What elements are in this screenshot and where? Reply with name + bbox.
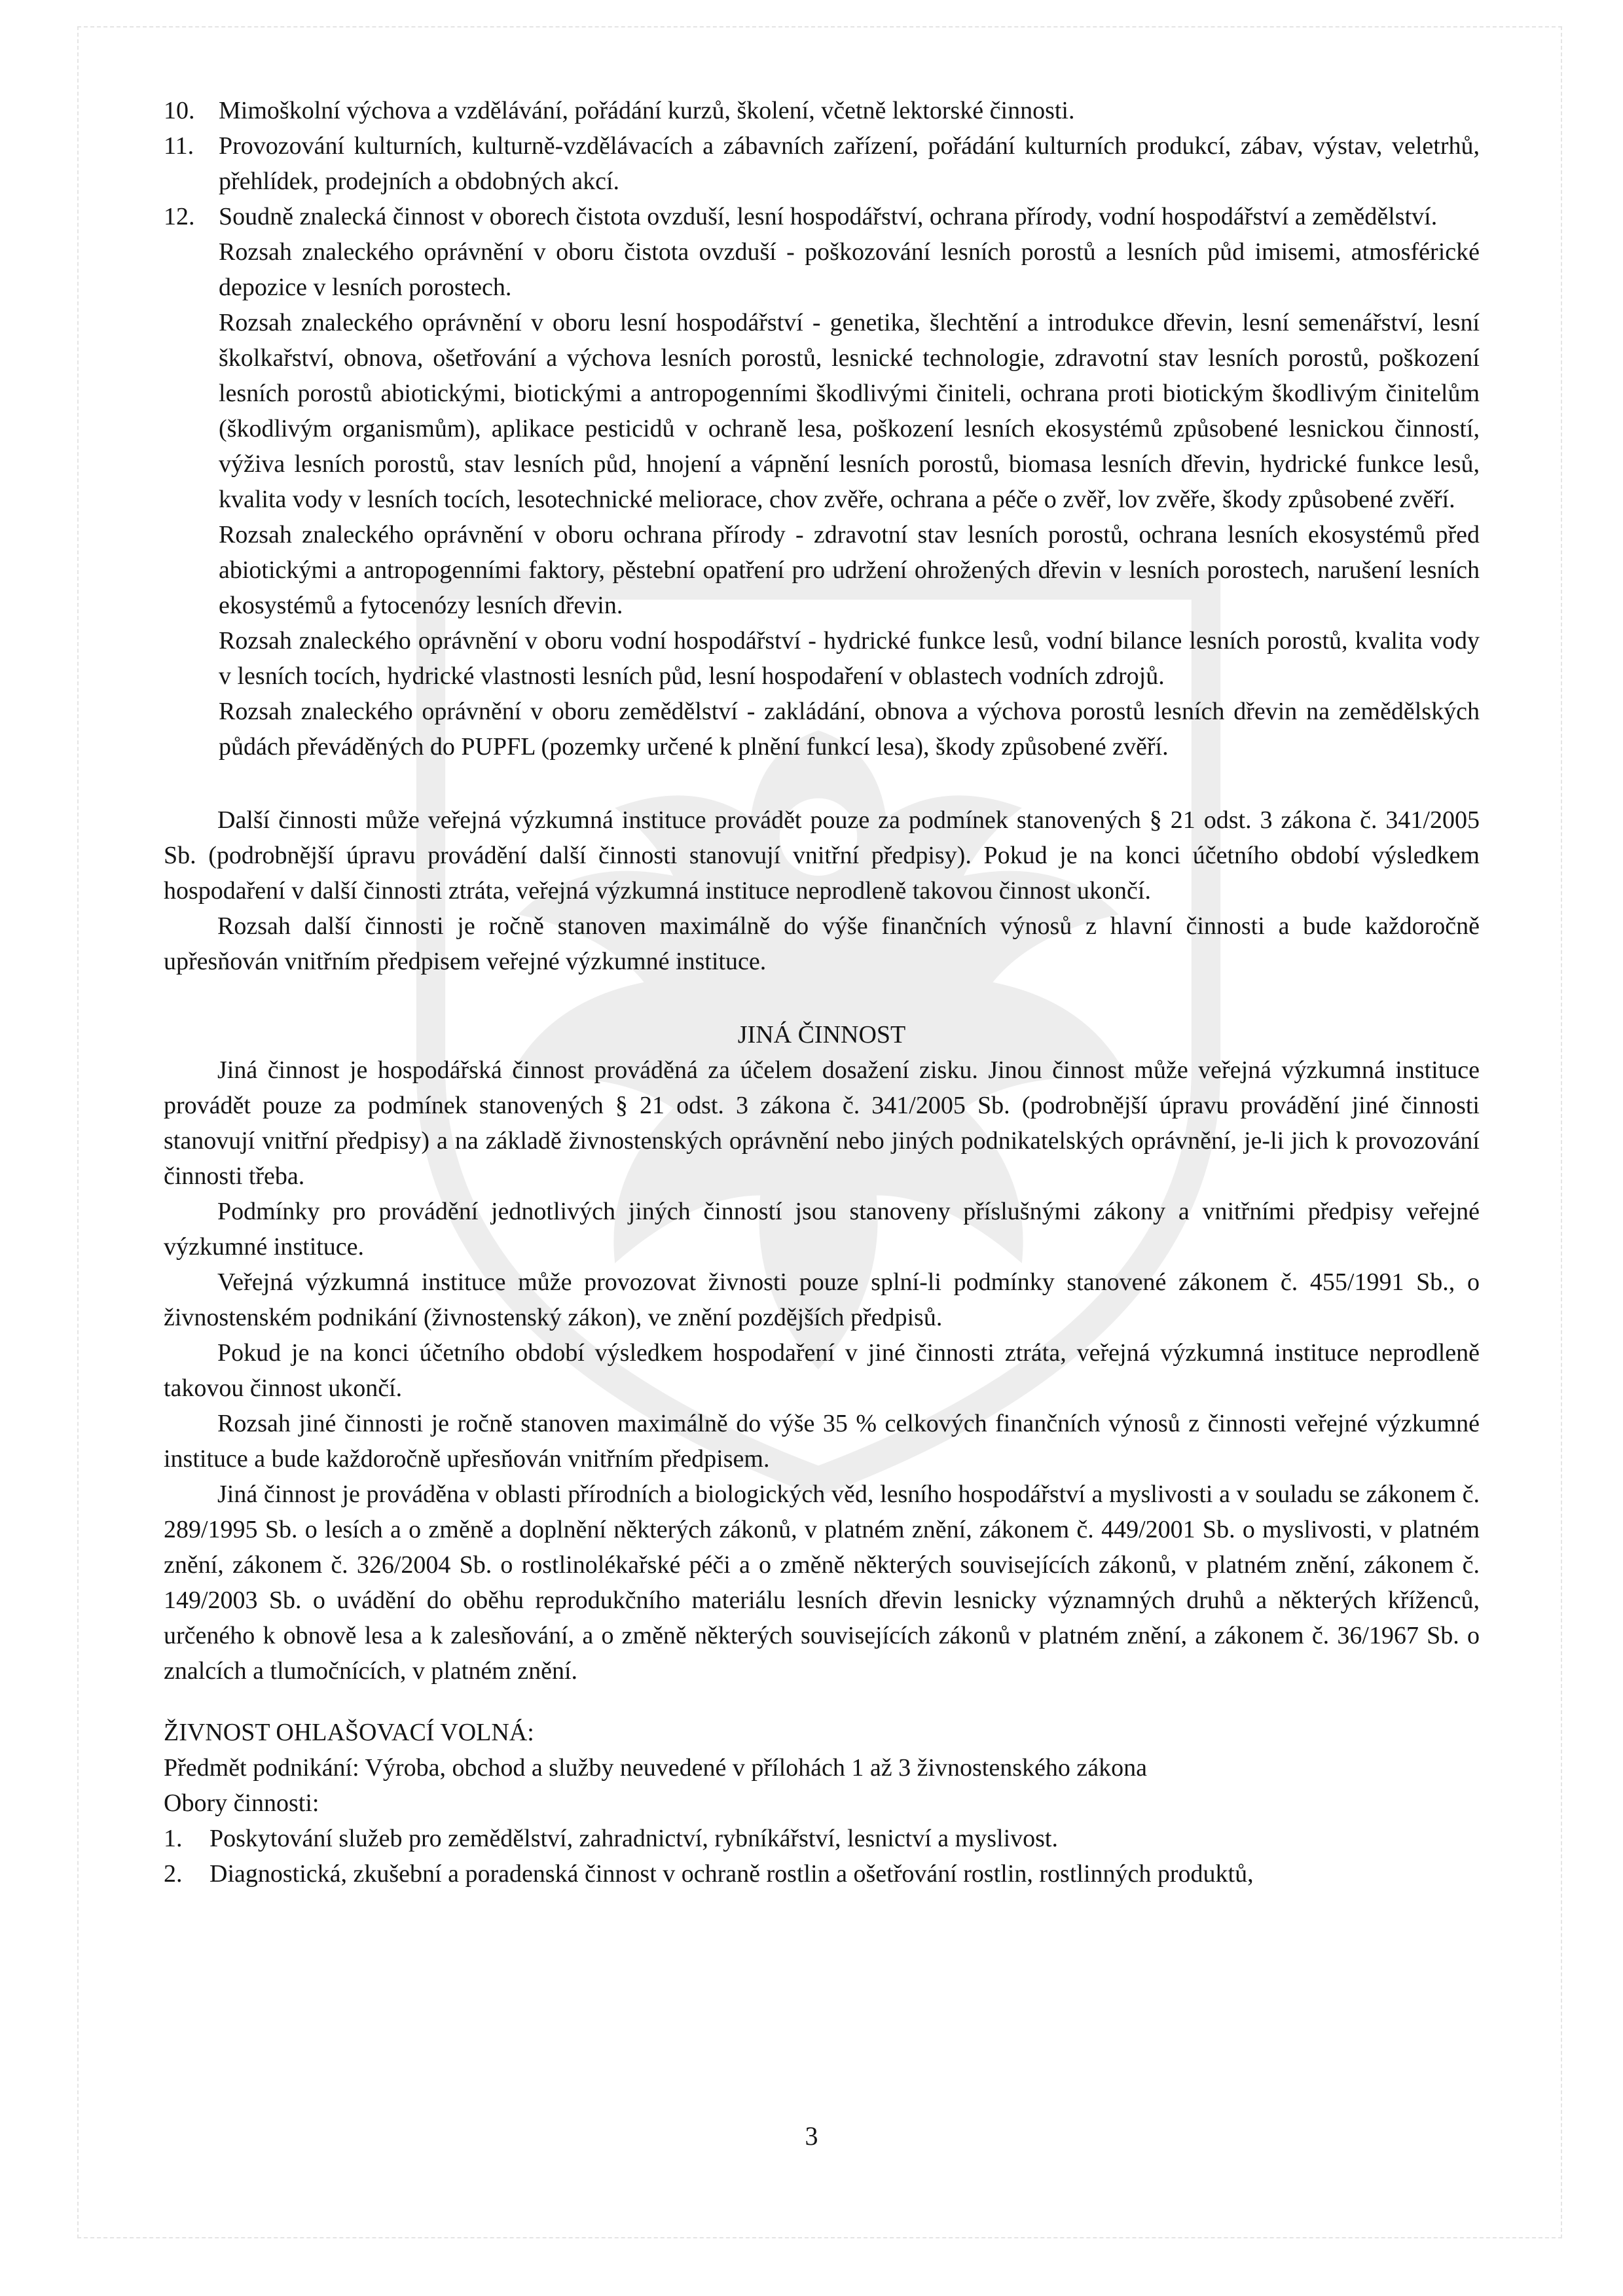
item-number: 2. [164,1860,183,1888]
paragraph: Další činnosti může veřejná výzkumná instituce provádět pouze za podmínek stanovených § 21 odst. 3 zákona č. 341/2005 Sb. (podrobnější úpravu provádění další činnosti stanovují vnitřní předpisy). Pokud je na konci účetního období výsledkem hospodaření v další činnosti ztráta, veřejná výzkumná instituce neprodleně takovou činnost ukončí. [164,806,1480,905]
document-body [164,93,1480,1892]
item-number: 1. [164,1825,183,1852]
list-item [164,1856,1480,1892]
scope-paragraph: Rozsah znaleckého oprávnění v oboru čistota ovzduší - poškozování lesních porostů a lesních půd imisemi, atmosférické depozice v lesních porostech. [219,238,1480,301]
section-heading: ŽIVNOST OHLAŠOVACÍ VOLNÁ: [164,1719,534,1746]
list-item [164,93,1480,128]
section-heading: JINÁ ČINNOST [737,1021,906,1049]
item-number: 12. [164,203,195,230]
paragraph: Jiná činnost je prováděna v oblasti přírodních a biologických věd, lesního hospodářství a myslivosti a v souladu se zákonem č. 289/1995 Sb. o lesích a o změně a doplnění některých zákonů, v platném znění, zákonem č. 449/2001 Sb. o myslivosti, v platném znění, zákonem č. 326/2004 Sb. o rostlinolékařské péči a o změně některých souvisejících zákonů, v platném znění, zákonem č. 149/2003 Sb. o uvádění do oběhu reprodukčního materiálu lesních dřevin lesnicky významných druhů a některých kříženců, určeného k obnově lesa a k zalesňování, a o změně některých souvisejících zákonů v platném znění, a zákonem č. 36/1967 Sb. o znalcích a tlumočnících, v platném znění. [164,1480,1480,1685]
item-number: 10. [164,97,195,124]
paragraph: Rozsah jiné činnosti je ročně stanoven maximálně do výše 35 % celkových finančních výnosů z činnosti veřejné výzkumné instituce a bude každoročně upřesňován vnitřním předpisem. [164,1410,1480,1473]
scope-paragraph: Rozsah znaleckého oprávnění v oboru zemědělství - zakládání, obnova a výchova porostů lesních dřevin na zemědělských půdách převáděných do PUPFL (pozemky určené k plnění funkcí lesa), škody způsobené zvěří. [219,698,1480,761]
paragraph: Pokud je na konci účetního období výsledkem hospodaření v jiné činnosti ztráta, veřejná výzkumná instituce neprodleně takovou činnost ukončí. [164,1339,1480,1402]
paragraph: Rozsah další činnosti je ročně stanoven maximálně do výše finančních výnosů z hlavní činnosti a bude každoročně upřesňován vnitřním předpisem veřejné výzkumné instituce. [164,912,1480,975]
item-number: 11. [164,132,194,160]
scope-paragraph: Rozsah znaleckého oprávnění v oboru ochrana přírody - zdravotní stav lesních porostů, ochrana lesních ekosystémů před abiotickými a antropogenními faktory, pěstební opatření pro udržení ohrožených dřevin v lesních porostech, narušení lesních ekosystémů a fytocenózy lesních dřevin. [219,521,1480,619]
list-item [164,199,1480,234]
item-text: Provozování kulturních, kulturně-vzdělávacích a zábavních zařízení, pořádání kulturních produkcí, zábav, výstav, veletrhů, přehlídek, prodejních a obdobných akcí. [219,132,1480,195]
subject-line: Předmět podnikání: Výroba, obchod a služby neuvedené v přílohách 1 až 3 živnostenského zákona [164,1754,1147,1782]
scope-paragraph: Rozsah znaleckého oprávnění v oboru vodní hospodářství - hydrické funkce lesů, vodní bilance lesních porostů, kvalita vody v lesních tocích, hydrické vlastnosti lesních půd, lesní hospodaření v oblastech vodních zdrojů. [219,627,1480,690]
item-text: Soudně znalecká činnost v oborech čistota ovzduší, lesní hospodářství, ochrana přírody, vodní hospodářství a zemědělství. [219,203,1438,230]
paragraph: Veřejná výzkumná instituce může provozovat živnosti pouze splní-li podmínky stanovené zákonem č. 455/1991 Sb., o živnostenském podnikání (živnostenský zákon), ve znění pozdějších předpisů. [164,1268,1480,1331]
item-text: Mimoškolní výchova a vzdělávání, pořádání kurzů, školení, včetně lektorské činnosti. [219,97,1075,124]
obory-label: Obory činnosti: [164,1789,319,1817]
item-text: Poskytování služeb pro zemědělství, zahradnictví, rybníkářství, lesnictví a myslivost. [210,1825,1058,1852]
scope-paragraph: Rozsah znaleckého oprávnění v oboru lesní hospodářství - genetika, šlechtění a introdukce dřevin, lesní semenářství, lesní školkařství, obnova, ošetřování a výchova lesních porostů, lesnické technologie, zdravotní stav lesních porostů, poškození lesních porostů abiotickými, biotickými a antropogenními škodlivými činiteli, ochrana proti biotickým škodlivým činitelům (škodlivým organismům), aplikace pesticidů v ochraně lesa, poškození lesních ekosystémů způsobené lesnickou činností, výživa lesních porostů, stav lesních půd, hnojení a vápnění lesních porostů, biomasa lesních dřevin, hydrické funkce lesů, kvalita vody v lesních tocích, lesotechnické meliorace, chov zvěře, ochrana a péče o zvěř, lov zvěře, škody způsobené zvěří. [219,309,1480,513]
item-text: Diagnostická, zkušební a poradenská činnost v ochraně rostlin a ošetřování rostlin, rostlinných produktů, [210,1860,1254,1888]
paragraph: Podmínky pro provádění jednotlivých jiných činností jsou stanoveny příslušnými zákony a vnitřními předpisy veřejné výzkumné instituce. [164,1198,1480,1261]
page-number: 3 [805,2121,818,2151]
list-item [164,128,1480,199]
paragraph: Jiná činnost je hospodářská činnost prováděná za účelem dosažení zisku. Jinou činnost může veřejná výzkumná instituce provádět pouze za podmínek stanovených § 21 odst. 3 zákona č. 341/2005 Sb. (podrobnější úpravu provádění jiné činnosti stanovují vnitřní předpisy) a na základě živnostenských oprávnění nebo jiných podnikatelských oprávnění, je-li jich k provozování činnosti třeba. [164,1056,1480,1190]
list-item [164,1821,1480,1856]
